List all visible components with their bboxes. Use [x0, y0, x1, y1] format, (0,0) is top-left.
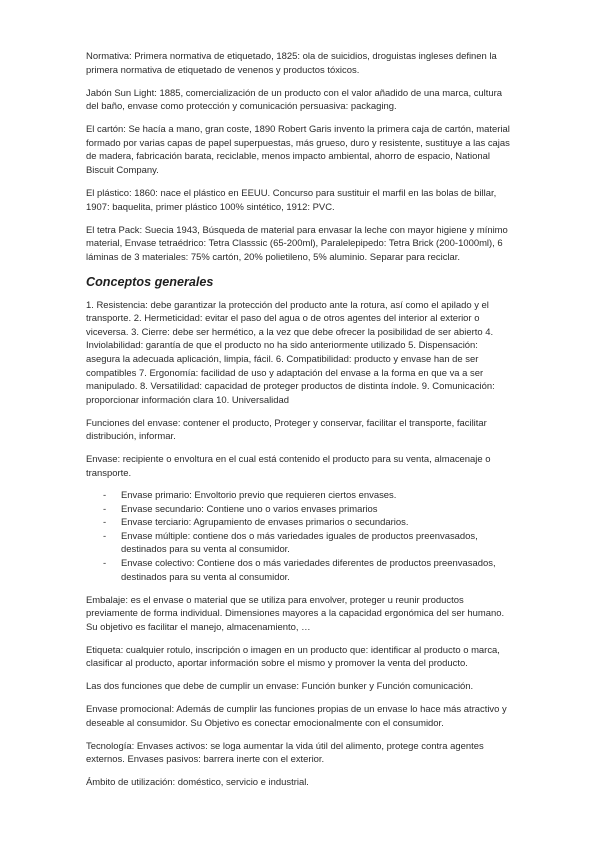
list-item — [86, 489, 514, 503]
section-heading: Conceptos generales — [86, 274, 214, 289]
list-dash: - — [103, 489, 107, 501]
list-dash: - — [103, 503, 107, 515]
paragraph-embalaje: Embalaje: es el envase o material que se utiliza para envolver, proteger u reunir productos previamente de forma individual. Dimensiones mayores a la capacidad ergonómica del ser humano. Su objetivo es facilitar el manejo, almacenamiento, … — [86, 594, 505, 633]
paragraph-envase-promocional: Envase promocional: Además de cumplir las funciones propias de un envase lo hace más atractivo y deseable al consumidor. Su Objetivo es conectar emocionalmente con el consumidor. — [86, 704, 507, 729]
envase-types-list — [86, 489, 514, 584]
paragraph-carton: El cartón: Se hacía a mano, gran coste, 1890 Robert Garis invento la primera caja de cartón, material formado por varias capas de papel superpuestas, más grueso, duro y resistente, sustituye a las cajas de madera, fabricación barata, reciclable, menos impacto ambiental, ahorro de espacio, National Biscuit Company. — [86, 124, 510, 176]
paragraph-jabon-sun-light: Jabón Sun Light: 1885, comercialización de un producto con el valor añadido de una marca, cultura del baño, envase como protección y comunicación persuasiva: packaging. — [86, 87, 503, 113]
list-item-text: Envase primario: Envoltorio previo que requieren ciertos envases. — [121, 489, 397, 501]
paragraph-conceptos-list: 1. Resistencia: debe garantizar la protección del producto ante la rotura, así como el apilado y el transporte. 2. Hermeticidad: evitar el paso del agua o de otros agentes del interior al exterior o viceversa. 3. Cierre: debe ser hermético, a la vez que debe ofrecer la posibilidad de ser abierto 4. Inviolabilidad: garantía de que el producto no ha sido anteriormente utilizado 5. Dispensación: asegura la adecuada aplicación, limpia, fácil. 6. Compatibilidad: producto y envase han de ser compatibles 7. Ergonomía: facilidad de uso y adaptación del envase a la forma en que va a ser manipulado. 8. Versatilidad: capacidad de proteger productos de distinta índole. 9. Comunicación: proporcionar información clara 10. Universalidad — [86, 299, 495, 406]
paragraph-normativa: Normativa: Primera normativa de etiquetado, 1825: ola de suicidios, droguistas ingleses definen la primera normativa de etiquetado de venenos y productos tóxicos. — [86, 51, 497, 76]
list-item-text: Envase múltiple: contiene dos o más variedades iguales de productos preenvasados, destinados para su venta al consumidor. — [121, 530, 478, 556]
list-dash: - — [103, 557, 107, 569]
document-page — [86, 50, 514, 799]
list-dash: - — [103, 530, 107, 542]
list-item — [86, 516, 514, 530]
list-item-text: Envase colectivo: Contiene dos o más variedades diferentes de productos preenvasados, destinados para su venta al consumidor. — [121, 557, 496, 583]
list-dash: - — [103, 517, 107, 529]
list-item-text: Envase terciario: Agrupamiento de envases primarios o secundarios. — [121, 517, 409, 529]
paragraph-etiqueta: Etiqueta: cualquier rotulo, inscripción o imagen en un producto que: identificar al producto o marca, clasificar al producto, aportar información sobre el mismo y promover la venta del producto. — [86, 644, 500, 670]
paragraph-ambito: Ámbito de utilización: doméstico, servicio e industrial. — [86, 777, 309, 789]
paragraph-tecnologia: Tecnología: Envases activos: se loga aumentar la vida útil del alimento, protege contra agentes externos. Envases pasivos: barrera inerte con el exterior. — [86, 740, 484, 766]
paragraph-envase-definicion: Envase: recipiente o envoltura en el cual está contenido el producto para su venta, almacenaje o transporte. — [86, 454, 491, 479]
list-item — [86, 530, 514, 557]
paragraph-plastico: El plástico: 1860: nace el plástico en EEUU. Concurso para sustituir el marfil en las bolas de billar, 1907: baquelita, primer plástico 100% sintético, 1912: PVC. — [86, 187, 497, 213]
list-item — [86, 503, 514, 517]
paragraph-funciones-envase: Funciones del envase: contener el producto, Proteger y conservar, facilitar el transporte, facilitar distribución, informar. — [86, 417, 487, 443]
paragraph-dos-funciones: Las dos funciones que debe de cumplir un envase: Función bunker y Función comunicación. — [86, 681, 474, 693]
paragraph-tetra-pack: El tetra Pack: Suecia 1943, Búsqueda de material para envasar la leche con mayor higiene y mínimo material, Envase tetraédrico: Tetra Classsic (65-200ml), Paralelepipedo: Tetra Brick (200-1000ml), 6 láminas de 3 materiales: 75% cartón, 20% polietileno, 5% aluminio. Separar para reciclar. — [86, 224, 508, 263]
list-item-text: Envase secundario: Contiene uno o varios envases primarios — [121, 503, 378, 515]
list-item — [86, 557, 514, 584]
